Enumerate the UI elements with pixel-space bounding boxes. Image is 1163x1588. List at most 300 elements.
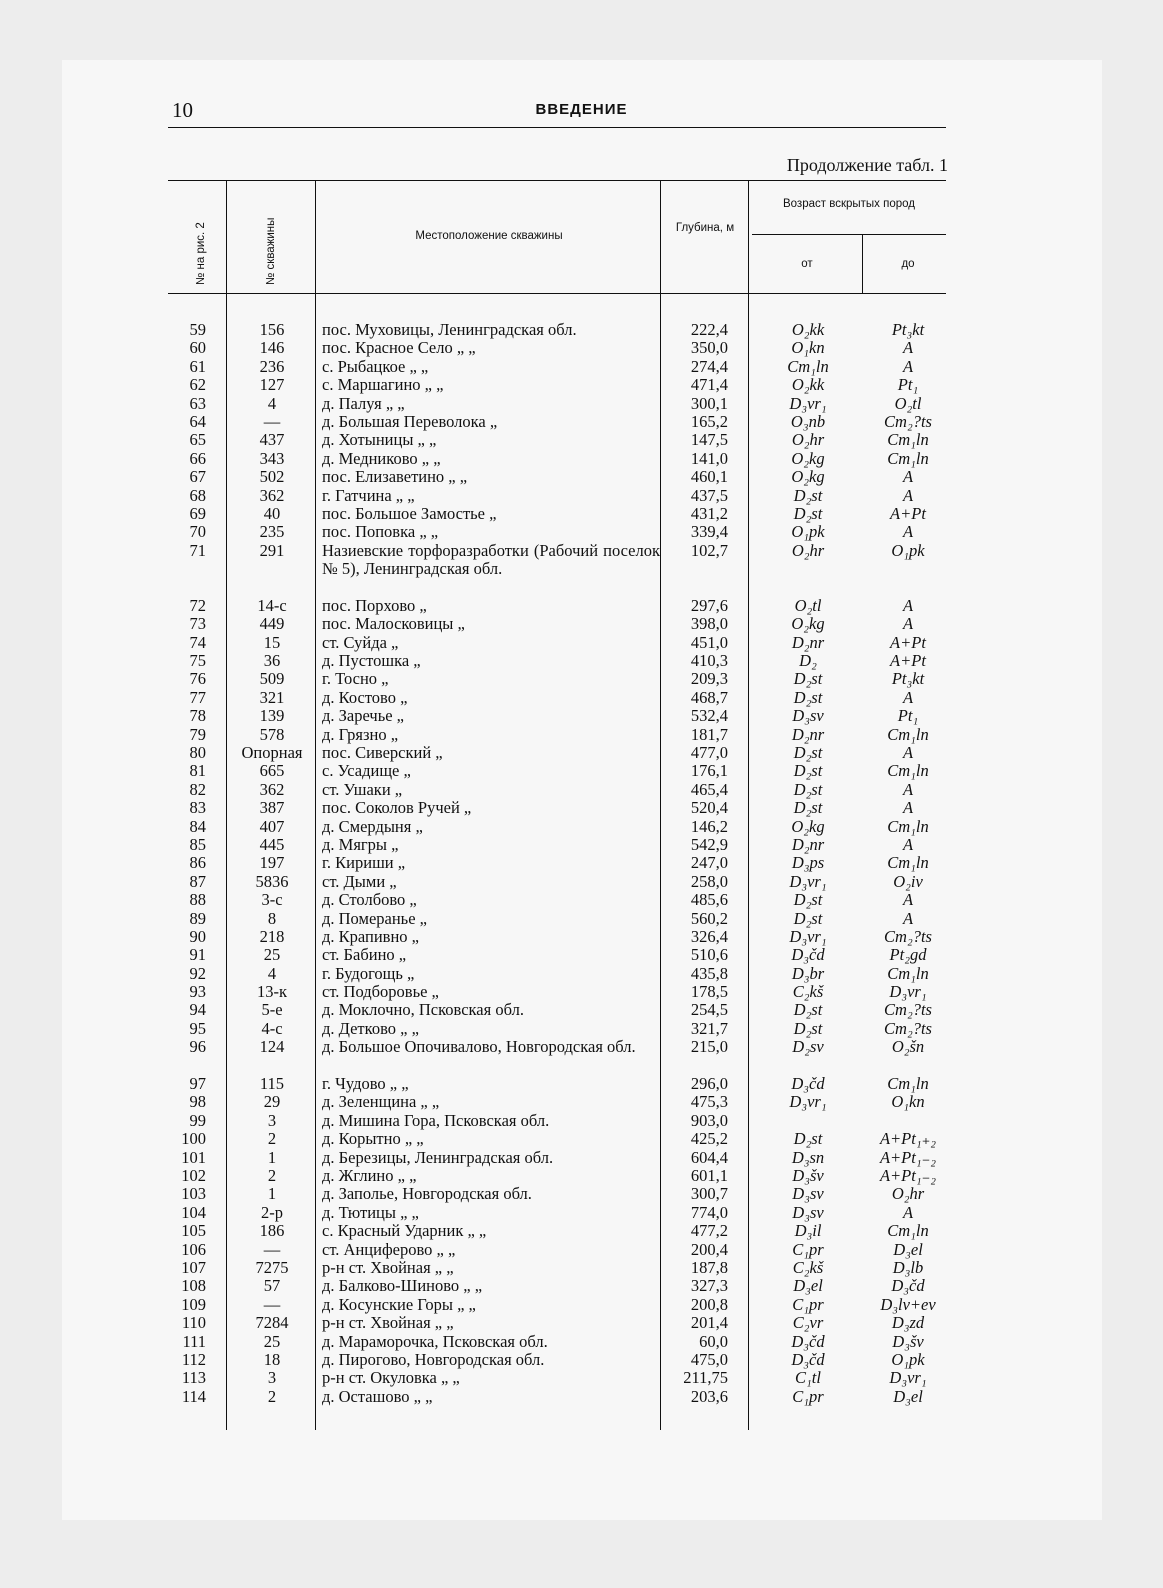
age-subheader-rule: [752, 234, 946, 235]
age-to-cell: A: [902, 1202, 914, 1222]
age-to-cell: Pt₂gd: [889, 945, 927, 965]
age-from-cell: D₂st: [793, 761, 823, 781]
age-from-cell: C₁tl: [795, 1368, 821, 1388]
well-number-cell: 1: [267, 1184, 277, 1204]
location-cell: р-н ст. Окуловка „ „: [322, 1368, 460, 1388]
depth-cell: 178,5: [690, 982, 728, 1002]
age-from-cell: D₃sv: [792, 1184, 824, 1204]
fig-number-cell: 92: [189, 963, 206, 983]
fig-number-cell: 83: [189, 798, 206, 818]
location-cell: д. Столбово „: [322, 890, 417, 910]
age-to-cell: O₂šn: [891, 1037, 925, 1057]
depth-cell: 258,0: [690, 871, 728, 891]
depth-cell: 475,3: [690, 1092, 728, 1112]
fig-number-cell: 85: [189, 834, 206, 854]
well-number-cell: 218: [259, 926, 285, 946]
location-cell: пос. Порхово „: [322, 595, 427, 615]
well-number-cell: 2-р: [261, 1202, 283, 1222]
table-row: [0, 1388, 1163, 1406]
well-number-cell: 7284: [255, 1313, 289, 1333]
well-number-cell: 186: [259, 1221, 285, 1241]
age-to-cell: Pt₁: [897, 375, 919, 395]
age-to-cell: O₁pk: [891, 540, 925, 560]
table-row: [0, 818, 1163, 836]
well-number-cell: 36: [263, 651, 281, 671]
column-divider: [862, 234, 863, 294]
age-from-cell: D₃vr₁: [789, 926, 827, 946]
depth-cell: 437,5: [690, 485, 728, 505]
fig-number-cell: 104: [181, 1202, 206, 1222]
age-from-cell: D₃šv: [792, 1166, 824, 1185]
location-cell: д. Заполье, Новгородская обл.: [322, 1184, 532, 1204]
location-cell: д. Детково „ „: [322, 1018, 419, 1038]
table-row: [0, 854, 1163, 872]
age-to-cell: O₁pk: [891, 1349, 925, 1369]
age-from-cell: D₃sv: [792, 1202, 824, 1222]
location-cell: ст. Бабино „: [322, 945, 407, 965]
fig-number-cell: 108: [181, 1276, 206, 1296]
fig-number-cell: 79: [189, 724, 206, 744]
age-to-cell: A+Pt: [890, 651, 926, 671]
age-from-cell: C₁pr: [792, 1294, 824, 1314]
fig-number-cell: 63: [189, 393, 206, 413]
table-row: [0, 1130, 1163, 1148]
well-number-cell: —: [263, 411, 281, 431]
depth-cell: 774,0: [690, 1202, 728, 1222]
table-row: [0, 487, 1163, 505]
age-from-cell: D₃br: [791, 963, 825, 983]
fig-number-cell: 76: [189, 669, 206, 689]
table-row: [0, 376, 1163, 394]
well-number-cell: 29: [263, 1092, 281, 1112]
location-cell: г. Кириши „: [322, 853, 406, 873]
well-number-cell: 4: [267, 963, 277, 983]
fig-number-cell: 84: [189, 816, 206, 836]
fig-number-cell: 109: [181, 1294, 206, 1314]
location-cell: д. Медниково „ „: [322, 448, 441, 468]
table-row: [0, 744, 1163, 762]
fig-number-cell: 82: [189, 779, 206, 799]
age-to-cell: Pt₁: [897, 706, 919, 726]
table-row: [0, 1222, 1163, 1240]
depth-cell: 165,2: [690, 411, 728, 431]
table-row: [0, 597, 1163, 615]
table-row: [0, 781, 1163, 799]
well-number-cell: 343: [259, 448, 285, 468]
fig-number-cell: 96: [189, 1037, 206, 1057]
fig-number-cell: 94: [189, 1000, 206, 1020]
fig-number-cell: 107: [181, 1257, 206, 1277]
age-to-cell: Cm₂?ts: [884, 1018, 932, 1038]
depth-cell: 471,4: [690, 375, 728, 395]
table-row: [0, 1351, 1163, 1369]
depth-cell: 520,4: [690, 798, 728, 818]
fig-number-cell: 89: [189, 908, 206, 928]
location-cell: г. Гатчина „ „: [322, 485, 415, 505]
location-cell: д. Зеленщина „ „: [322, 1092, 440, 1112]
age-from-cell: O₁kn: [791, 338, 825, 358]
location-cell: д. Осташово „ „: [322, 1386, 433, 1406]
well-number-cell: 18: [263, 1349, 281, 1369]
location-cell: г. Будогощь „: [322, 963, 415, 983]
age-to-cell: O₁kn: [891, 1092, 925, 1112]
well-number-cell: Опорная: [241, 743, 303, 762]
table-row: [0, 1075, 1163, 1093]
location-cell: д. Заречье „: [322, 706, 404, 726]
table-row: [0, 634, 1163, 652]
fig-number-cell: 86: [189, 853, 206, 873]
table-row: [0, 670, 1163, 688]
age-to-cell: Cm₁ln: [887, 761, 929, 781]
fig-number-cell: 61: [189, 356, 206, 376]
depth-cell: 510,6: [690, 945, 728, 965]
age-to-cell: D₃lb: [892, 1257, 924, 1277]
well-number-cell: 25: [263, 1331, 281, 1351]
location-cell: д. Березицы, Ленинградская обл.: [322, 1147, 554, 1167]
location-cell: пос. Малосковицы „: [322, 614, 465, 634]
location-cell: ст. Суйда „: [322, 632, 399, 652]
well-number-cell: 156: [259, 320, 285, 339]
table-row: [0, 1277, 1163, 1295]
depth-cell: 146,2: [690, 816, 728, 836]
fig-number-cell: 99: [189, 1110, 206, 1130]
fig-number-cell: 88: [189, 890, 206, 910]
age-to-cell: D₃el: [893, 1239, 923, 1259]
age-from-cell: D₂st: [793, 798, 823, 818]
location-cell: д. Палуя „ „: [322, 393, 405, 413]
age-to-cell: D₃vr₁: [889, 1368, 927, 1388]
age-from-cell: D₂st: [793, 1129, 823, 1149]
age-from-cell: D₂nr: [791, 724, 825, 744]
fig-number-cell: 114: [181, 1386, 206, 1406]
depth-cell: 542,9: [690, 834, 728, 854]
well-number-cell: 235: [259, 522, 285, 542]
depth-cell: 485,6: [690, 890, 728, 910]
table-row: [0, 1001, 1163, 1019]
age-from-cell: O₂hr: [791, 540, 825, 560]
depth-cell: 102,7: [690, 540, 728, 560]
fig-number-cell: 103: [181, 1184, 206, 1204]
table-row: [0, 542, 1163, 597]
age-to-cell: Cm₁ln: [887, 1074, 929, 1094]
location-cell: пос. Муховицы, Ленинградская обл.: [322, 320, 577, 339]
well-number-cell: 1: [267, 1147, 277, 1167]
age-from-cell: D₂st: [793, 890, 823, 910]
fig-number-cell: 111: [182, 1331, 206, 1351]
location-cell: р-н ст. Хвойная „ „: [322, 1313, 454, 1333]
age-from-cell: D₂st: [793, 669, 823, 689]
depth-cell: 254,5: [690, 1000, 728, 1020]
age-from-cell: D₃čd: [791, 945, 825, 965]
depth-cell: 339,4: [690, 522, 728, 542]
well-number-cell: 146: [259, 338, 285, 358]
well-number-cell: —: [263, 1239, 281, 1259]
age-from-cell: D₂st: [793, 503, 823, 523]
fig-number-cell: 97: [189, 1074, 206, 1094]
table-row: [0, 523, 1163, 541]
age-from-cell: D₂st: [793, 485, 823, 505]
fig-number-cell: 69: [189, 503, 206, 523]
age-from-cell: D₃čd: [791, 1349, 825, 1369]
table-row: [0, 799, 1163, 817]
table-row: [0, 689, 1163, 707]
age-to-cell: Cm₁ln: [887, 816, 929, 836]
depth-cell: 181,7: [690, 724, 728, 744]
depth-cell: 475,0: [690, 1349, 728, 1369]
well-number-cell: 2: [267, 1129, 277, 1149]
table-row: [0, 1241, 1163, 1259]
fig-number-cell: 68: [189, 485, 206, 505]
fig-number-cell: 62: [189, 375, 206, 395]
header-age-from: от: [801, 258, 813, 270]
age-from-cell: D₂st: [793, 908, 823, 928]
location-cell: д. Тютицы „ „: [322, 1202, 419, 1222]
fig-number-cell: 66: [189, 448, 206, 468]
age-from-cell: O₃nb: [790, 411, 826, 431]
table-row: [0, 615, 1163, 633]
table-top-rule: [168, 180, 946, 181]
header-age: Возраст вскрытых пород: [783, 198, 915, 210]
table-row: [0, 1369, 1163, 1387]
fig-number-cell: 102: [181, 1166, 206, 1185]
table-row: [0, 983, 1163, 1001]
depth-cell: 215,0: [690, 1037, 728, 1057]
age-to-cell: A+Pt₁₊₂: [879, 1129, 937, 1149]
well-number-cell: 449: [259, 614, 285, 634]
location-cell: с. Рыбацкое „ „: [322, 356, 429, 376]
fig-number-cell: 78: [189, 706, 206, 726]
age-from-cell: D₃čd: [791, 1331, 825, 1351]
depth-cell: 350,0: [690, 338, 728, 358]
age-to-cell: D₃vr₁: [889, 982, 927, 1002]
depth-cell: 300,1: [690, 393, 728, 413]
fig-number-cell: 74: [189, 632, 206, 652]
age-from-cell: C₂kš: [792, 1257, 824, 1277]
depth-cell: 274,4: [690, 356, 728, 376]
location-cell: д. Жглино „ „: [322, 1166, 417, 1185]
well-number-cell: 665: [259, 761, 285, 781]
fig-number-cell: 106: [181, 1239, 206, 1259]
location-cell: р-н ст. Хвойная „ „: [322, 1257, 454, 1277]
age-from-cell: D₂st: [793, 1000, 823, 1020]
age-from-cell: D₃il: [794, 1221, 822, 1241]
well-number-cell: 8: [267, 908, 277, 928]
age-from-cell: D₂nr: [791, 632, 825, 652]
age-from-cell: O₂hr: [791, 430, 825, 450]
fig-number-cell: 80: [189, 743, 206, 762]
age-to-cell: A+Pt: [890, 503, 926, 523]
table-row: [0, 395, 1163, 413]
depth-cell: 203,6: [690, 1386, 728, 1406]
table-row: [0, 358, 1163, 376]
location-cell: д. Балково-Шиново „ „: [322, 1276, 483, 1296]
table-row: [0, 946, 1163, 964]
fig-number-cell: 87: [189, 871, 206, 891]
page-number: 10: [172, 98, 193, 122]
depth-cell: 141,0: [690, 448, 728, 468]
table-row: [0, 1149, 1163, 1167]
table-row: [0, 836, 1163, 854]
age-to-cell: A+Pt: [890, 632, 926, 652]
fig-number-cell: 98: [189, 1092, 206, 1112]
age-from-cell: C₂kš: [792, 982, 824, 1002]
table-row: [0, 873, 1163, 891]
depth-cell: 222,4: [690, 320, 728, 339]
fig-number-cell: 73: [189, 614, 206, 634]
age-to-cell: D₃čd: [891, 1276, 925, 1296]
table-row: [0, 726, 1163, 744]
table-row: [0, 707, 1163, 725]
depth-cell: 451,0: [690, 632, 728, 652]
fig-number-cell: 72: [189, 595, 206, 615]
well-number-cell: 407: [259, 816, 285, 836]
location-cell: ст. Ушаки „: [322, 779, 403, 799]
location-cell: д. Мараморочка, Псковская обл.: [322, 1331, 548, 1351]
age-from-cell: O₂kg: [791, 467, 825, 487]
location-cell: ст. Подборовье „: [322, 982, 439, 1002]
depth-cell: 460,1: [690, 467, 728, 487]
well-number-cell: 502: [259, 467, 285, 487]
age-from-cell: D₃el: [793, 1276, 823, 1296]
age-from-cell: C₁pr: [792, 1239, 824, 1259]
well-number-cell: 362: [259, 779, 285, 799]
fig-number-cell: 100: [181, 1129, 206, 1149]
age-from-cell: D₂: [799, 651, 817, 671]
age-from-cell: D₂st: [793, 1018, 823, 1038]
table-row: [0, 1314, 1163, 1332]
age-from-cell: D₂st: [793, 743, 823, 762]
table-row: [0, 450, 1163, 468]
well-number-cell: 14-с: [257, 595, 287, 615]
depth-cell: 326,4: [690, 926, 728, 946]
depth-cell: 209,3: [690, 669, 728, 689]
age-to-cell: O₂hr: [891, 1184, 925, 1204]
age-to-cell: A: [902, 485, 914, 505]
well-number-cell: 3: [267, 1110, 277, 1130]
depth-cell: 201,4: [690, 1313, 728, 1333]
table-row: [0, 413, 1163, 431]
well-number-cell: 5-е: [261, 1000, 283, 1020]
fig-number-cell: 91: [189, 945, 206, 965]
age-to-cell: O₂tl: [894, 393, 922, 413]
location-cell: пос. Соколов Ручей „: [322, 798, 472, 818]
depth-cell: 296,0: [690, 1074, 728, 1094]
table-row: [0, 1093, 1163, 1111]
age-from-cell: O₁pk: [791, 522, 825, 542]
age-to-cell: Cm₁ln: [887, 1221, 929, 1241]
depth-cell: 297,6: [690, 595, 728, 615]
location-cell: д. Хотыницы „ „: [322, 430, 437, 450]
age-from-cell: D₃vr₁: [789, 871, 827, 891]
location-cell: д. Пирогово, Новгородская обл.: [322, 1349, 545, 1369]
depth-cell: 468,7: [690, 687, 728, 707]
well-number-cell: 7275: [255, 1257, 289, 1277]
age-to-cell: Cm₂?ts: [884, 1000, 932, 1020]
location-cell: д. Большое Опочивалово, Новгородская обл.: [322, 1037, 636, 1057]
depth-cell: 321,7: [690, 1018, 728, 1038]
fig-number-cell: 113: [181, 1368, 206, 1388]
table-header-rule: [168, 293, 946, 294]
location-cell: Назиевские торфоразработки (Рабочий поселок № 5), Ленинградская обл.: [322, 540, 660, 579]
well-number-cell: 13-к: [256, 982, 287, 1002]
age-to-cell: Cm₂?ts: [884, 411, 932, 431]
age-from-cell: O₂kg: [791, 816, 825, 836]
location-cell: д. Моклочно, Псковская обл.: [322, 1000, 524, 1020]
age-to-cell: A: [902, 779, 914, 799]
location-cell: д. Грязно „: [322, 724, 399, 744]
fig-number-cell: 64: [189, 411, 206, 431]
fig-number-cell: 81: [189, 761, 206, 781]
age-from-cell: C₂vr: [792, 1313, 824, 1333]
location-cell: д. Большая Переволока „: [322, 411, 498, 431]
well-number-cell: 3: [267, 1368, 277, 1388]
fig-number-cell: 105: [181, 1221, 206, 1241]
age-from-cell: D₃sn: [791, 1147, 825, 1167]
location-cell: д. Костово „: [322, 687, 408, 707]
header-rule: [168, 127, 946, 128]
location-cell: д. Померанье „: [322, 908, 427, 928]
location-cell: с. Красный Ударник „ „: [322, 1221, 487, 1241]
age-to-cell: A: [902, 890, 914, 910]
well-number-cell: 362: [259, 485, 285, 505]
fig-number-cell: 75: [189, 651, 206, 671]
location-cell: ст. Дыми „: [322, 871, 397, 891]
location-cell: пос. Поповка „ „: [322, 522, 439, 542]
table-row: [0, 1038, 1163, 1075]
well-number-cell: 4-с: [261, 1018, 283, 1038]
table-row: [0, 1204, 1163, 1222]
well-number-cell: —: [263, 1294, 281, 1314]
fig-number-cell: 77: [189, 687, 206, 707]
well-number-cell: 127: [259, 375, 285, 395]
location-cell: д. Мишина Гора, Псковская обл.: [322, 1110, 550, 1130]
depth-cell: 327,3: [690, 1276, 728, 1296]
table-row: [0, 1296, 1163, 1314]
table-row: [0, 762, 1163, 780]
age-from-cell: D₂st: [793, 687, 823, 707]
well-number-cell: 15: [263, 632, 281, 652]
location-cell: г. Чудово „ „: [322, 1074, 409, 1094]
depth-cell: 410,3: [690, 651, 728, 671]
depth-cell: 247,0: [690, 853, 728, 873]
table-row: [0, 652, 1163, 670]
well-number-cell: 124: [259, 1037, 285, 1057]
table-row: [0, 1333, 1163, 1351]
header-fig-number: № на рис. 2: [195, 222, 207, 285]
age-to-cell: D₃el: [893, 1386, 923, 1406]
well-number-cell: 445: [259, 834, 285, 854]
age-to-cell: A: [902, 467, 914, 487]
table-body: [0, 321, 1163, 1406]
well-number-cell: 578: [259, 724, 285, 744]
age-to-cell: A: [902, 595, 914, 615]
age-to-cell: Pt₃kt: [891, 320, 925, 339]
location-cell: пос. Большое Замостье „: [322, 503, 497, 523]
age-from-cell: D₂nr: [791, 834, 825, 854]
age-from-cell: O₂tl: [794, 595, 822, 615]
depth-cell: 601,1: [690, 1166, 728, 1185]
fig-number-cell: 71: [189, 540, 206, 560]
table-row: [0, 1167, 1163, 1185]
age-to-cell: A: [902, 356, 914, 376]
location-cell: д. Корытно „ „: [322, 1129, 424, 1149]
depth-cell: 465,4: [690, 779, 728, 799]
depth-cell: 604,4: [690, 1147, 728, 1167]
depth-cell: 200,4: [690, 1239, 728, 1259]
depth-cell: 60,0: [699, 1331, 728, 1351]
location-cell: пос. Красное Село „ „: [322, 338, 476, 358]
well-number-cell: 57: [263, 1276, 281, 1296]
